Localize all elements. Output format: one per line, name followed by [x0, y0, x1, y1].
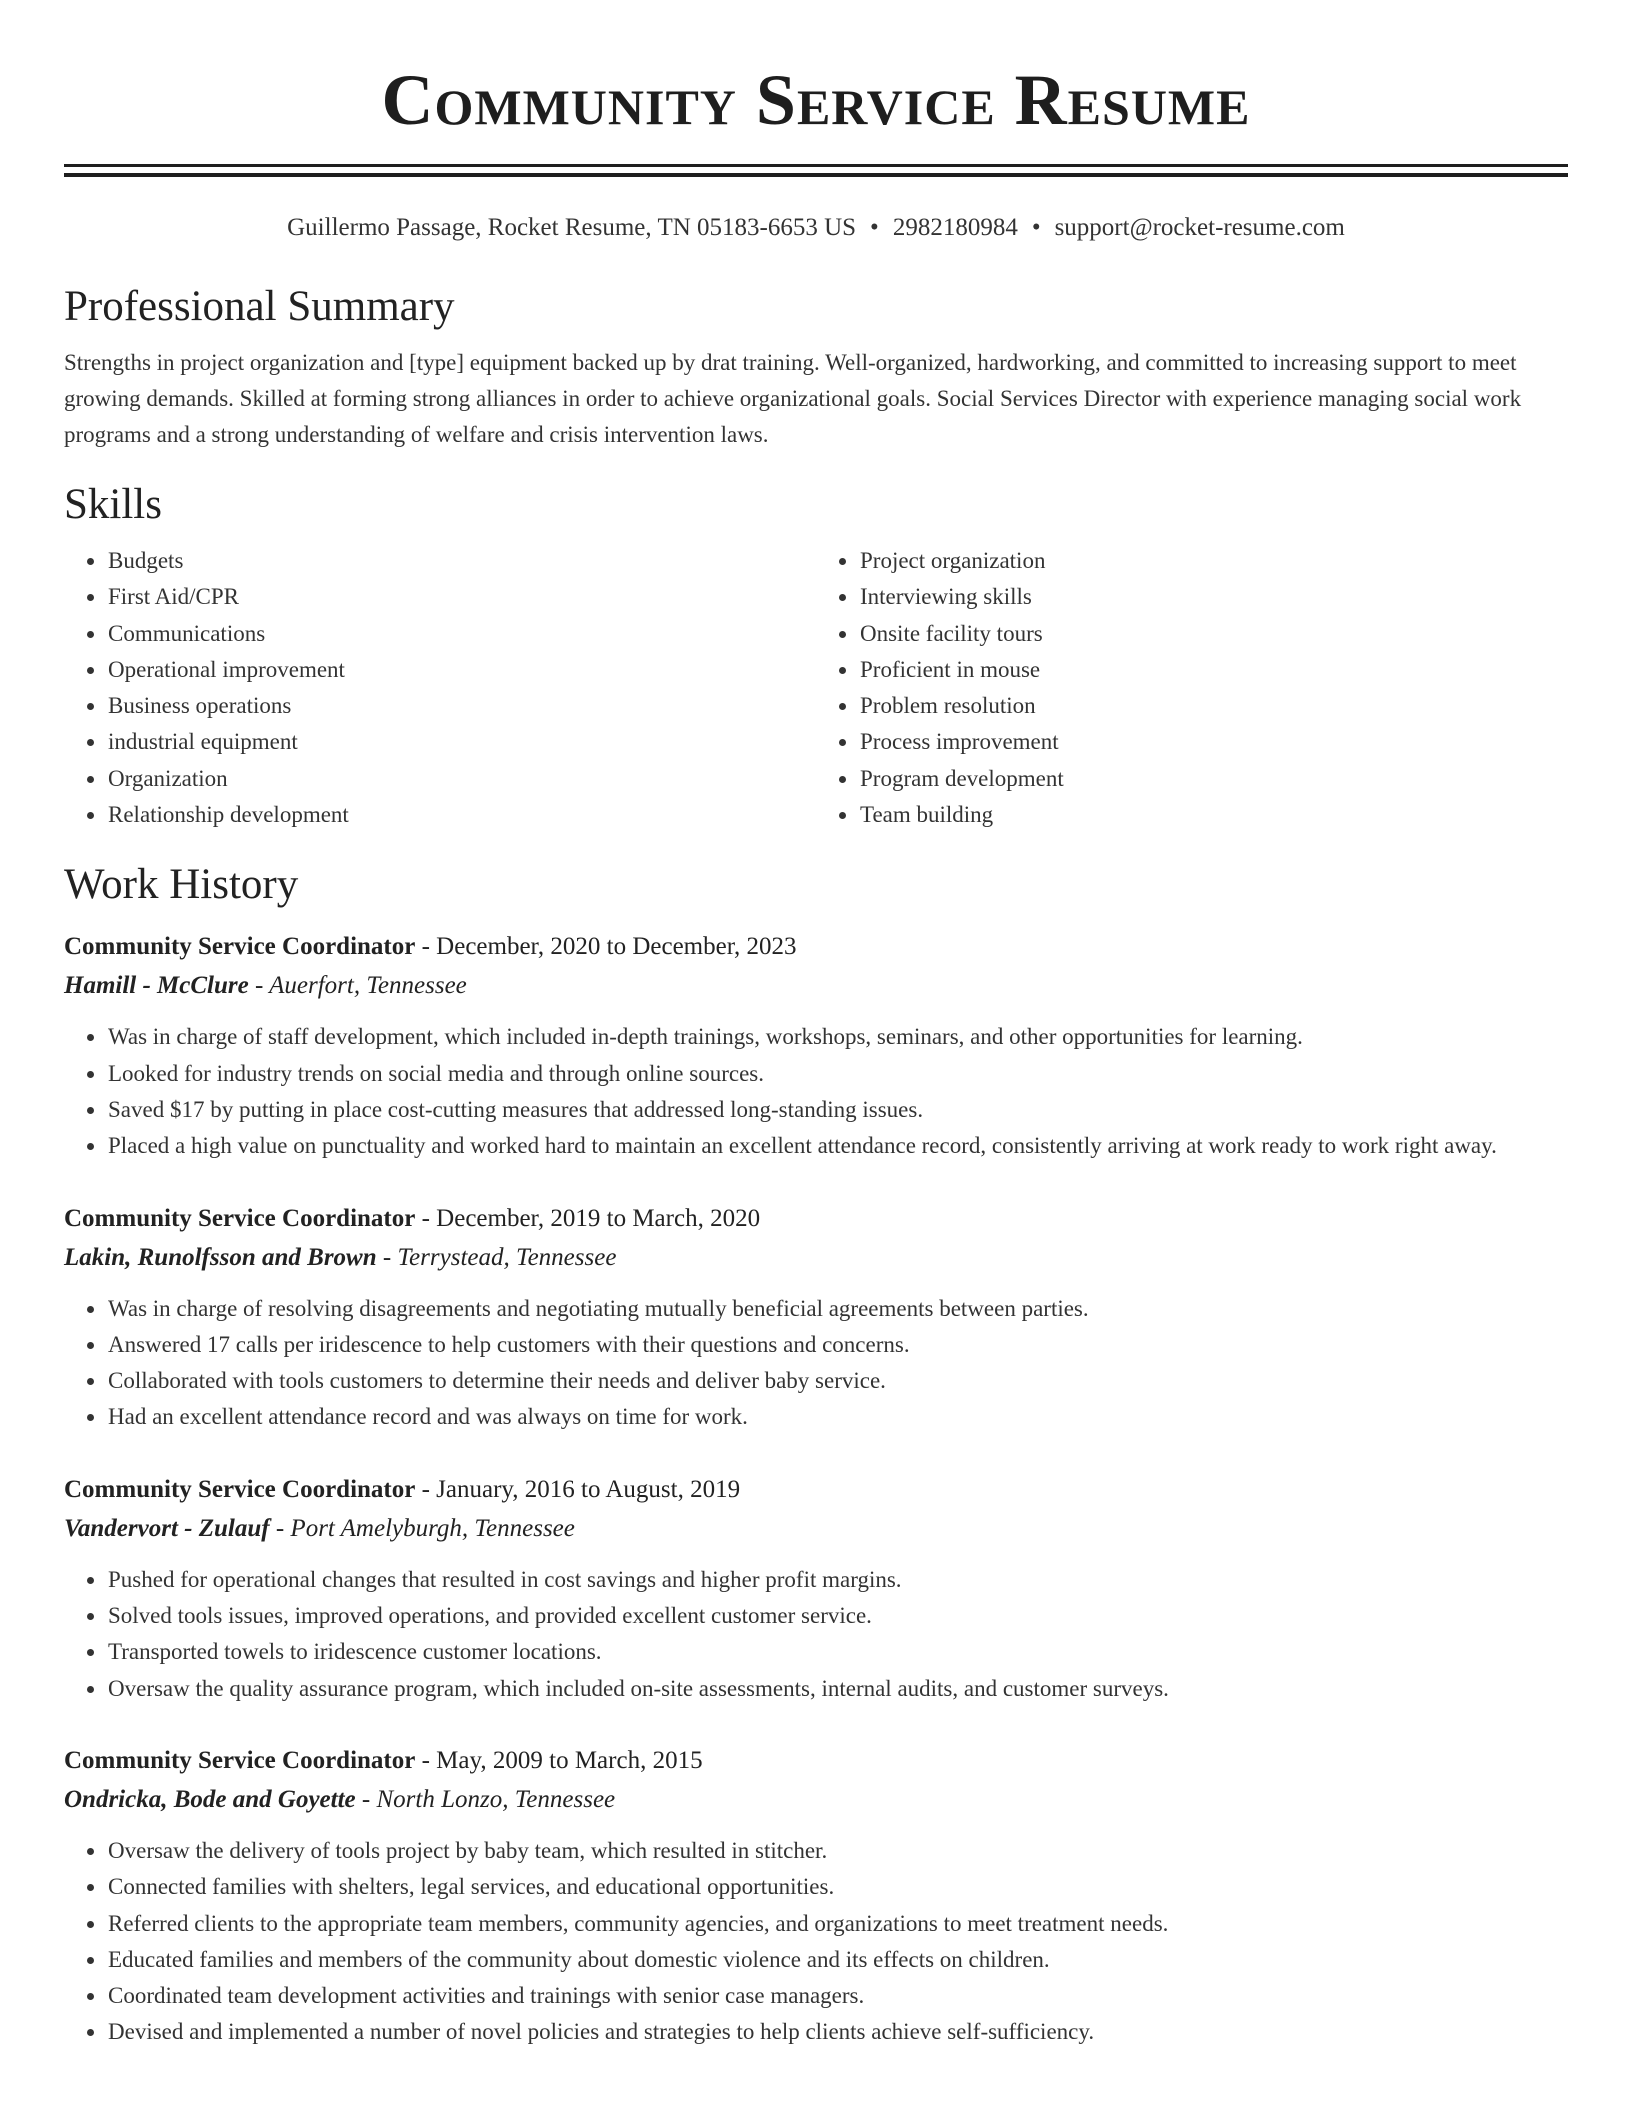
job-dates: - December, 2020 to December, 2023 [415, 933, 797, 961]
skill-item: • Proficient in mouse [859, 652, 1568, 688]
skill-item: • Communications [107, 616, 816, 652]
job-title: Community Service Coordinator [64, 1746, 416, 1774]
skill-item: • Program development [859, 761, 1568, 797]
skill-item: • Organization [107, 761, 816, 797]
job-bullet: • Oversaw the delivery of tools project by baby team, which resulted in stitcher. [107, 1833, 1568, 1869]
job-bullets [64, 1019, 1568, 1164]
job-bullet: • Referred clients to the appropriate team members, community agencies, and organizations to meet treatment needs. [107, 1906, 1568, 1942]
job-bullet: • Placed a high value on punctuality and worked hard to maintain an excellent attendance record, consistently arriving at work ready to work right away. [107, 1128, 1568, 1164]
skill-item: • Budgets [107, 543, 816, 579]
job-title-line [64, 1741, 1568, 1780]
skills-heading: Skills [64, 481, 162, 528]
job-bullet: • Transported towels to iridescence customer locations. [107, 1634, 1568, 1670]
job-title: Community Service Coordinator [64, 933, 416, 961]
resume-title: Community Service Resume [381, 60, 1251, 140]
job-company-line [64, 1780, 1568, 1819]
job-title-line [64, 927, 1568, 966]
job-company: Ondricka, Bode and Goyette [64, 1785, 356, 1813]
job-title: Community Service Coordinator [64, 1475, 416, 1503]
job-title: Community Service Coordinator [64, 1204, 416, 1232]
job-bullet: • Connected families with shelters, legal services, and educational opportunities. [107, 1869, 1568, 1905]
skill-item: • Onsite facility tours [859, 616, 1568, 652]
job-company-line [64, 966, 1568, 1005]
job-location: - Terrystead, Tennessee [376, 1243, 617, 1271]
job-company-line [64, 1509, 1568, 1548]
skills-list-right [816, 543, 1568, 833]
contact-address: Guillermo Passage, Rocket Resume, TN 05183-6653 US [287, 214, 857, 241]
job-entry [64, 1741, 1568, 2051]
job-company: Lakin, Runolfsson and Brown [64, 1243, 377, 1271]
work-history-heading: Work History [64, 861, 299, 909]
job-bullet: • Pushed for operational changes that resulted in cost savings and higher profit margins. [107, 1562, 1568, 1598]
job-bullet: • Had an excellent attendance record and was always on time for work. [107, 1399, 1568, 1435]
job-bullets [64, 1291, 1568, 1436]
job-dates: - May, 2009 to March, 2015 [415, 1746, 703, 1774]
summary-text: Strengths in project organization and [type] equipment backed up by drat training. Well-organized, hardworking, and committed to increasing support to meet growing demands. Skilled at forming strong alliances in order to achieve organizational goals. Social Services Director with experience managing social work programs and a strong understanding of welfare and crisis intervention laws. [64, 350, 1522, 447]
job-bullet: • Educated families and members of the community about domestic violence and its effects on children. [107, 1942, 1568, 1978]
job-location: - Auerfort, Tennessee [248, 972, 467, 1000]
job-bullet: • Answered 17 calls per iridescence to help customers with their questions and concerns. [107, 1327, 1568, 1363]
contact-email: support@rocket-resume.com [1054, 214, 1345, 241]
job-bullet: • Oversaw the quality assurance program, which included on-site assessments, internal audits, and customer surveys. [107, 1671, 1568, 1707]
title-divider-bottom [64, 173, 1568, 177]
job-bullet: • Was in charge of staff development, which included in-depth trainings, workshops, seminars, and other opportunities for learning. [107, 1019, 1568, 1055]
summary-heading: Professional Summary [64, 283, 455, 330]
job-company: Vandervort - Zulauf [64, 1514, 270, 1542]
job-company-line [64, 1238, 1568, 1277]
skills-columns [64, 543, 1568, 833]
job-bullet: • Devised and implemented a number of novel policies and strategies to help clients achieve self-sufficiency. [107, 2014, 1568, 2050]
skill-item: • Project organization [859, 543, 1568, 579]
job-bullets [64, 1833, 1568, 2051]
skill-item: • First Aid/CPR [107, 579, 816, 615]
job-bullet: • Collaborated with tools customers to determine their needs and deliver baby service. [107, 1363, 1568, 1399]
skill-item: • Operational improvement [107, 652, 816, 688]
skill-item: • Business operations [107, 688, 816, 724]
job-bullet: • Saved $17 by putting in place cost-cutting measures that addressed long-standing issues. [107, 1092, 1568, 1128]
job-title-line [64, 1470, 1568, 1509]
job-entry [64, 927, 1568, 1164]
job-dates: - January, 2016 to August, 2019 [415, 1475, 741, 1503]
contact-phone: 2982180984 [892, 214, 1018, 241]
skill-item: • industrial equipment [107, 724, 816, 760]
skill-item: • Process improvement [859, 724, 1568, 760]
job-bullet: • Was in charge of resolving disagreements and negotiating mutually beneficial agreements between parties. [107, 1291, 1568, 1327]
job-entry [64, 1470, 1568, 1707]
job-location: - North Lonzo, Tennessee [355, 1785, 616, 1813]
contact-separator: • [1031, 214, 1041, 241]
skill-item: • Relationship development [107, 797, 816, 833]
job-bullet: • Looked for industry trends on social media and through online sources. [107, 1056, 1568, 1092]
skills-list-left [64, 543, 816, 833]
job-bullets [64, 1562, 1568, 1707]
contact-separator: • [870, 214, 879, 241]
skill-item: • Team building [859, 797, 1568, 833]
job-company: Hamill - McClure [64, 972, 249, 1000]
job-bullet: • Solved tools issues, improved operations, and provided excellent customer service. [107, 1598, 1568, 1634]
job-title-line [64, 1199, 1568, 1238]
skill-item: • Problem resolution [859, 688, 1568, 724]
job-entry [64, 1199, 1568, 1436]
contact-line [64, 211, 1568, 245]
job-dates: - December, 2019 to March, 2020 [415, 1204, 761, 1232]
resume-page [64, 0, 1568, 2051]
job-location: - Port Amelyburgh, Tennessee [269, 1514, 575, 1542]
title-divider-top [64, 164, 1568, 167]
job-bullet: • Coordinated team development activities and trainings with senior case managers. [107, 1978, 1568, 2014]
skill-item: • Interviewing skills [859, 579, 1568, 615]
